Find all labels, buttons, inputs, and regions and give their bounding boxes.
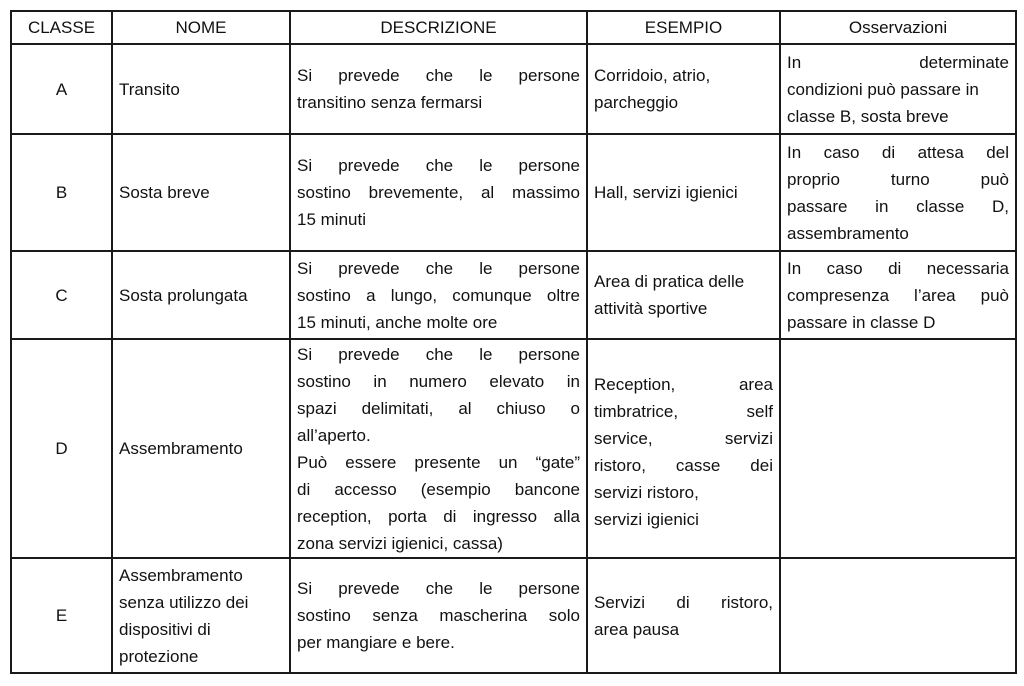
desc-line: Si prevede che le persone xyxy=(297,344,580,364)
note-line: In caso di attesa del xyxy=(787,142,1009,162)
desc-line: sostino brevemente, al massimo xyxy=(297,183,580,202)
note-line: proprio turno può xyxy=(787,169,1009,189)
desc-line: reception, porta di ingresso alla xyxy=(297,506,580,526)
example-line: Hall, servizi igienici xyxy=(594,183,738,202)
cell-classe: A xyxy=(11,44,112,134)
desc-line: sostino in numero elevato in xyxy=(297,371,580,391)
cell-nome xyxy=(112,558,290,673)
cell-classe: C xyxy=(11,251,112,339)
desc-line: 15 minuti xyxy=(297,210,366,229)
note-line: assembramento xyxy=(787,223,909,243)
example-line: Servizi di ristoro, xyxy=(594,592,773,612)
example-line: servizi igienici xyxy=(594,509,699,529)
table-row xyxy=(11,251,1016,339)
example-line: timbratrice, self xyxy=(594,401,773,421)
example-line: area pausa xyxy=(594,619,680,639)
cell-descrizione xyxy=(290,44,587,134)
cell-osservazioni xyxy=(780,339,1016,558)
desc-line: Si prevede che le persone xyxy=(297,579,580,598)
example-line: service, servizi xyxy=(594,428,773,448)
name-line: Assembramento xyxy=(119,565,243,585)
desc-line: Si prevede che le persone xyxy=(297,258,580,278)
desc-line: zona servizi igienici, cassa) xyxy=(297,533,503,553)
desc-line: Può essere presente un “gate” xyxy=(297,452,580,472)
example-line: Reception, area xyxy=(594,374,773,394)
desc-line: spazi delimitati, al chiuso o xyxy=(297,398,580,418)
example-line: parcheggio xyxy=(594,93,679,112)
note-line: passare in classe D, xyxy=(787,196,1009,216)
header-descrizione: DESCRIZIONE xyxy=(290,11,587,44)
desc-line: sostino a lungo, comunque oltre xyxy=(297,285,580,305)
cell-esempio xyxy=(587,44,780,134)
cell-nome: Sosta prolungata xyxy=(112,251,290,339)
cell-nome: Assembramento xyxy=(112,339,290,558)
note-line: classe B, sosta breve xyxy=(787,106,949,126)
table-row xyxy=(11,44,1016,134)
desc-line: sostino senza mascherina solo xyxy=(297,606,580,625)
cell-classe: B xyxy=(11,134,112,251)
cell-classe: E xyxy=(11,558,112,673)
desc-line: di accesso (esempio bancone xyxy=(297,479,580,499)
header-row xyxy=(11,11,1016,44)
cell-osservazioni xyxy=(780,558,1016,673)
table-row xyxy=(11,134,1016,251)
table-row xyxy=(11,339,1016,558)
desc-line: Si prevede che le persone xyxy=(297,156,580,175)
table-body xyxy=(11,44,1016,673)
example-line: servizi ristoro, xyxy=(594,482,699,502)
name-line: dispositivi di xyxy=(119,619,211,639)
header-nome: NOME xyxy=(112,11,290,44)
note-line: In determinate xyxy=(787,52,1009,72)
cell-osservazioni xyxy=(780,44,1016,134)
cell-descrizione xyxy=(290,339,587,558)
header-esempio: ESEMPIO xyxy=(587,11,780,44)
cell-esempio xyxy=(587,339,780,558)
cell-esempio xyxy=(587,558,780,673)
cell-nome: Sosta breve xyxy=(112,134,290,251)
cell-classe: D xyxy=(11,339,112,558)
cell-osservazioni xyxy=(780,251,1016,339)
cell-nome: Transito xyxy=(112,44,290,134)
name-line: protezione xyxy=(119,646,199,666)
example-line: attività sportive xyxy=(594,299,708,318)
note-line: In caso di necessaria xyxy=(787,258,1009,278)
header-osservazioni: Osservazioni xyxy=(780,11,1016,44)
table-row xyxy=(11,558,1016,673)
note-line: compresenza l’area può xyxy=(787,285,1009,305)
cell-esempio xyxy=(587,134,780,251)
classification-table xyxy=(10,10,1017,674)
cell-descrizione xyxy=(290,251,587,339)
example-line: Area di pratica delle xyxy=(594,272,745,291)
desc-line: transitino senza fermarsi xyxy=(297,93,483,112)
name-line: senza utilizzo dei xyxy=(119,592,249,612)
cell-descrizione xyxy=(290,558,587,673)
desc-line: Si prevede che le persone xyxy=(297,66,580,85)
cell-esempio xyxy=(587,251,780,339)
example-line: ristoro, casse dei xyxy=(594,455,773,475)
note-line: condizioni può passare in xyxy=(787,79,979,99)
cell-osservazioni xyxy=(780,134,1016,251)
desc-line: all’aperto. xyxy=(297,425,371,445)
example-line: Corridoio, atrio, xyxy=(594,66,711,85)
table-header xyxy=(11,11,1016,44)
cell-descrizione xyxy=(290,134,587,251)
desc-line: 15 minuti, anche molte ore xyxy=(297,312,498,332)
header-classe: CLASSE xyxy=(11,11,112,44)
desc-line: per mangiare e bere. xyxy=(297,633,455,652)
note-line: passare in classe D xyxy=(787,312,936,332)
